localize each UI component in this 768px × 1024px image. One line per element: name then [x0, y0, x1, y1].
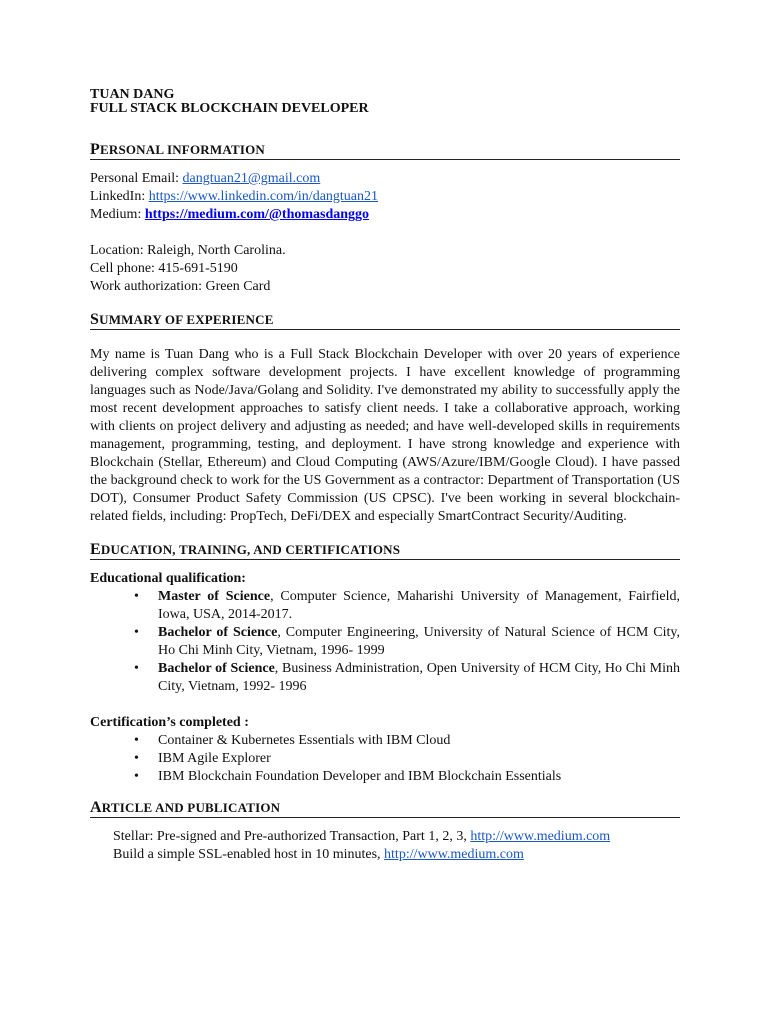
bullet-icon: •: [134, 625, 139, 640]
degree-name: Bachelor of Science: [158, 661, 275, 676]
medium-label: Medium:: [90, 207, 145, 222]
article-link[interactable]: http://www.medium.com: [384, 847, 524, 862]
article-title: Stellar: Pre-signed and Pre-authorized Transaction, Part 1, 2, 3,: [113, 829, 471, 844]
heading-initial: S: [90, 311, 100, 328]
linkedin-link[interactable]: https://www.linkedin.com/in/dangtuan21: [148, 189, 379, 204]
section-heading-articles: [90, 800, 680, 818]
location-line: Location: Raleigh, North Carolina.: [90, 243, 286, 258]
section-heading-summary: [90, 312, 680, 330]
article-item: [90, 828, 680, 846]
candidate-title: FULL STACK BLOCKCHAIN DEVELOPER: [90, 101, 369, 116]
degree-detail: , Business Administration, Open University of HCM City, Ho Chi Minh City, Vietnam, 1992- 1996: [158, 661, 680, 694]
candidate-name: TUAN DANG: [90, 87, 175, 102]
heading-rest: UMMARY OF EXPERIENCE: [99, 312, 274, 327]
certification-label: Certification’s completed :: [90, 715, 249, 730]
bullet-icon: •: [134, 733, 139, 748]
heading-rest: RTICLE AND PUBLICATION: [101, 800, 281, 815]
bullet-icon: •: [134, 769, 139, 784]
bullet-icon: •: [134, 589, 139, 604]
article-link[interactable]: http://www.medium.com: [470, 829, 611, 844]
degree-name: Bachelor of Science: [158, 625, 278, 640]
linkedin-label: LinkedIn:: [90, 189, 149, 204]
email-link[interactable]: dangtuan21@gmail.com: [182, 171, 321, 186]
list-item: [134, 768, 680, 786]
resume-header: [90, 88, 680, 116]
heading-initial: E: [90, 541, 101, 558]
heading-rest: DUCATION, TRAINING, AND CERTIFICATIONS: [100, 542, 401, 557]
work-auth-line: Work authorization: Green Card: [90, 279, 271, 294]
personal-info: [90, 170, 680, 296]
education-qualification-label: Educational qualification:: [90, 571, 246, 586]
heading-initial: A: [90, 799, 102, 816]
section-heading-education: [90, 542, 680, 560]
heading-rest: ERSONAL INFORMATION: [99, 142, 265, 157]
degree-detail: , Computer Engineering, University of Natural Science of HCM City, Ho Chi Minh City, Vietnam, 1996- 1999: [158, 625, 680, 658]
bullet-icon: •: [134, 661, 139, 676]
certification-name: Container & Kubernetes Essentials with IBM Cloud: [158, 733, 451, 748]
degree-list: [90, 588, 680, 696]
list-item: [134, 750, 680, 768]
resume-page: [90, 88, 680, 864]
degree-name: Master of Science: [158, 589, 271, 604]
list-item: [134, 660, 680, 696]
list-item: [134, 588, 680, 624]
list-item: [134, 732, 680, 750]
bullet-icon: •: [134, 751, 139, 766]
certification-list: [90, 732, 680, 786]
article-title: Build a simple SSL-enabled host in 10 minutes,: [113, 847, 385, 862]
certification-name: IBM Agile Explorer: [158, 751, 271, 766]
email-label: Personal Email:: [90, 171, 183, 186]
medium-line: [90, 206, 680, 224]
heading-initial: P: [90, 141, 100, 158]
summary-paragraph: My name is Tuan Dang who is a Full Stack Blockchain Developer with over 20 years of experience delivering complex software development projects. I have excellent knowledge of programming languages such as Node/Java/Golang and Solidity. I've demonstrated my ability to successfully apply the most recent development approaches to satisfy client needs. I take a collaborative approach, working with clients on project delivery and adjusting as needed; and have well-developed skills in requirements management, programming, testing, and deployment. I have strong knowledge and experience with Blockchain (Stellar, Ethereum) and Cloud Computing (AWS/Azure/IBM/Google Cloud). I have passed the background check to work for the US Government as a contractor: Department of Transportation (US DOT), Consumer Product Safety Commission (US CPSC). I've been working in several blockchain-related fields, including: PropTech, DeFi/DEX and especially SmartContract Security/Auditing.: [90, 347, 680, 524]
certification-name: IBM Blockchain Foundation Developer and IBM Blockchain Essentials: [158, 769, 562, 784]
email-line: [90, 170, 680, 188]
section-heading-personal: [90, 142, 680, 160]
article-item: [90, 846, 680, 864]
degree-detail: , Computer Science, Maharishi University of Management, Fairfield, Iowa, USA, 2014-2017.: [158, 589, 680, 622]
phone-line: Cell phone: 415-691-5190: [90, 261, 238, 276]
medium-link[interactable]: https://medium.com/@thomasdanggo: [144, 207, 370, 222]
linkedin-line: [90, 188, 680, 206]
list-item: [134, 624, 680, 660]
